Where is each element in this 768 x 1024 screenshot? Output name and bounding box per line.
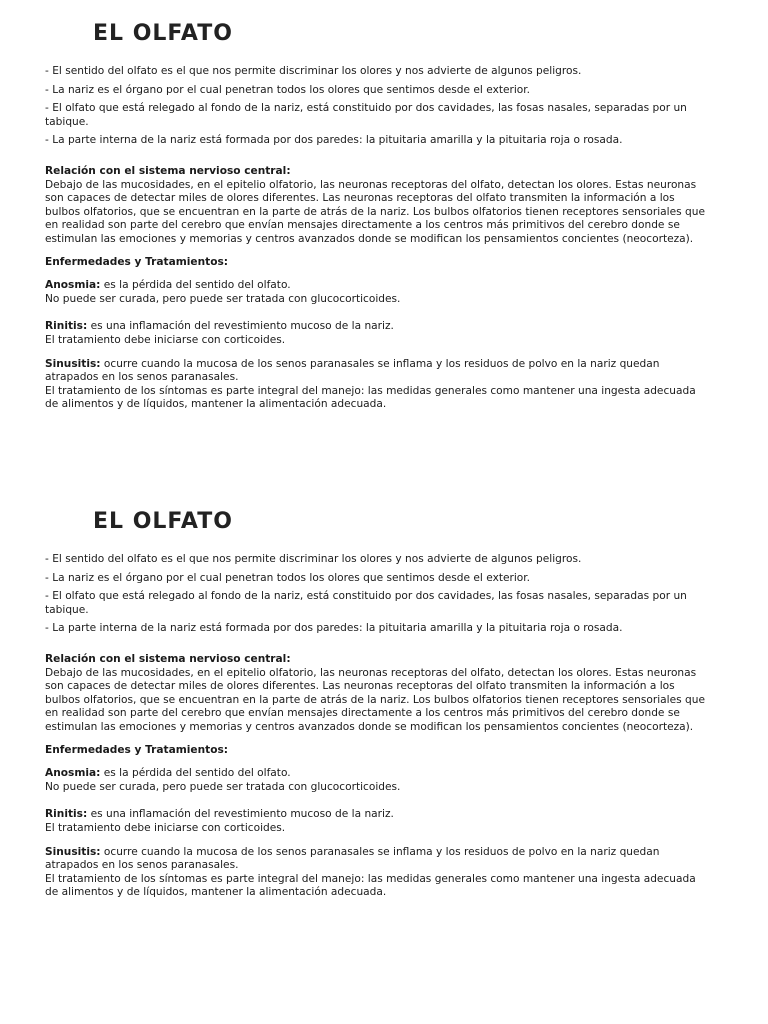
enfermedades-heading: Enfermedades y Tratamientos: (45, 743, 229, 756)
disease-name: Rinitis: (45, 320, 88, 333)
disease-treatment: El tratamiento de los síntomas es parte integral del manejo: las medidas generales como mantener una ingesta adecuada de alimentos y de líquidos, mantener la alimentación adecuada. (45, 384, 696, 411)
bullet-item: - La nariz es el órgano por el cual penetran todos los olores que sentimos desde el exterior. (45, 571, 531, 584)
bullet-list (45, 553, 705, 636)
disease-treatment: El tratamiento debe iniciarse con corticoides. (45, 821, 286, 834)
relacion-heading: Relación con el sistema nervioso central: (45, 164, 291, 177)
relacion-paragraph: Debajo de las mucosidades, en el epitelio olfatorio, las neuronas receptoras del olfato, detectan los olores. Estas neuronas son capaces de detectar miles de olores diferentes. Las neuronas receptoras del olfato transmiten la información a los bulbos olfatorios, que se encuentran en la parte de atrás de la nariz. Los bulbos olfatorios tienen receptores sensoriales que en realidad son parte del cerebro que envían mensajes directamente a los centros más primitivos del cerebro donde se estimulan las emociones y memorias y centros avanzados donde se modifican los pensamientos concientes (neocorteza). (45, 666, 705, 733)
disease-sinusitis (45, 358, 705, 412)
disease-description: ocurre cuando la mucosa de los senos paranasales se inflama y los residuos de polvo en la nariz quedan atrapados en los senos paranasales. (45, 357, 660, 384)
page-title: EL OLFATO (93, 21, 233, 46)
disease-description: es una inflamación del revestimiento mucoso de la nariz. (87, 808, 394, 821)
relacion-heading: Relación con el sistema nervioso central: (45, 652, 291, 665)
bullet-item: - El sentido del olfato es el que nos permite discriminar los olores y nos advierte de algunos peligros. (45, 65, 582, 77)
bullet-item: - El olfato que está relegado al fondo de la nariz, está constituido por dos cavidades, las fosas nasales, separadas por un tabique. (45, 102, 687, 128)
disease-anosmia (45, 279, 705, 306)
disease-name: Anosmia: (45, 279, 101, 292)
bullet-item: - La parte interna de la nariz está formada por dos paredes: la pituitaria amarilla y la pituitaria roja o rosada. (45, 134, 623, 147)
disease-anosmia (45, 767, 705, 794)
disease-rinitis (45, 808, 705, 835)
document-body (45, 553, 705, 900)
disease-treatment: El tratamiento de los síntomas es parte integral del manejo: las medidas generales como mantener una ingesta adecuada de alimentos y de líquidos, mantener la alimentación adecuada. (45, 872, 696, 899)
disease-treatment: El tratamiento debe iniciarse con corticoides. (45, 333, 286, 346)
disease-description: ocurre cuando la mucosa de los senos paranasales se inflama y los residuos de polvo en la nariz quedan atrapados en los senos paranasales. (45, 845, 660, 872)
disease-description: es la pérdida del sentido del olfato. (100, 767, 291, 780)
bullet-item: - El sentido del olfato es el que nos permite discriminar los olores y nos advierte de algunos peligros. (45, 553, 582, 565)
relacion-paragraph: Debajo de las mucosidades, en el epitelio olfatorio, las neuronas receptoras del olfato, detectan los olores. Estas neuronas son capaces de detectar miles de olores diferentes. Las neuronas receptoras del olfato transmiten la información a los bulbos olfatorios, que se encuentran en la parte de atrás de la nariz. Los bulbos olfatorios tienen receptores sensoriales que en realidad son parte del cerebro que envían mensajes directamente a los centros más primitivos del cerebro donde se estimulan las emociones y memorias y centros avanzados donde se modifican los pensamientos concientes (neocorteza). (45, 178, 705, 245)
disease-sinusitis (45, 846, 705, 900)
bullet-item: - El olfato que está relegado al fondo de la nariz, está constituido por dos cavidades, las fosas nasales, separadas por un tabique. (45, 590, 687, 616)
disease-name: Anosmia: (45, 767, 101, 780)
disease-name: Rinitis: (45, 808, 88, 821)
page-title: EL OLFATO (93, 509, 233, 534)
enfermedades-heading: Enfermedades y Tratamientos: (45, 255, 229, 268)
bullet-item: - La parte interna de la nariz está formada por dos paredes: la pituitaria amarilla y la pituitaria roja o rosada. (45, 622, 623, 635)
disease-name: Sinusitis: (45, 845, 101, 858)
disease-description: es la pérdida del sentido del olfato. (100, 279, 291, 292)
disease-treatment: No puede ser curada, pero puede ser tratada con glucocorticoides. (45, 780, 401, 793)
disease-name: Sinusitis: (45, 357, 101, 370)
disease-rinitis (45, 320, 705, 347)
bullet-item: - La nariz es el órgano por el cual penetran todos los olores que sentimos desde el exterior. (45, 83, 531, 96)
document-body (45, 65, 705, 412)
bullet-list (45, 65, 705, 148)
disease-treatment: No puede ser curada, pero puede ser tratada con glucocorticoides. (45, 292, 401, 305)
disease-description: es una inflamación del revestimiento mucoso de la nariz. (87, 320, 394, 333)
